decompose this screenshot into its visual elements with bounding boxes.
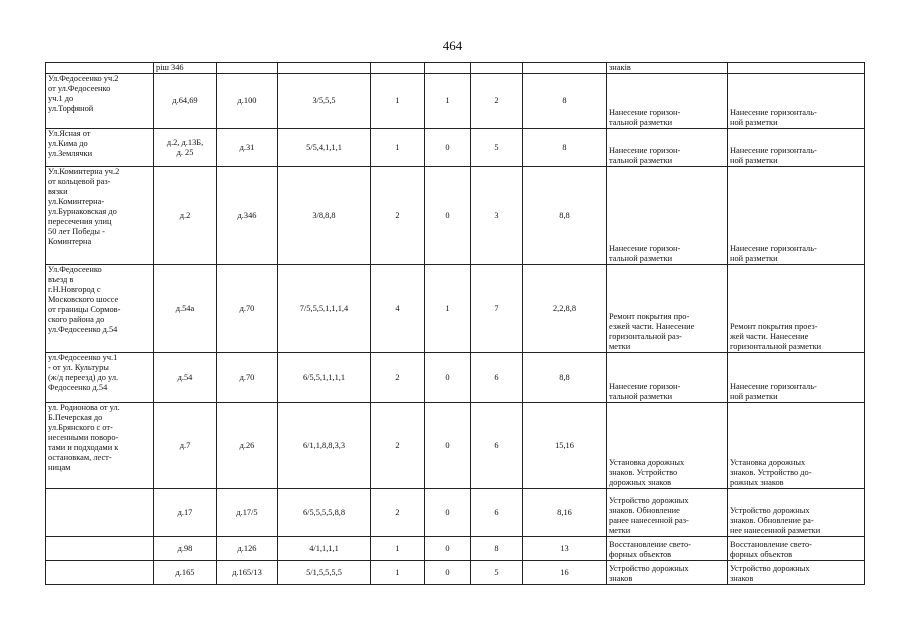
cell-count-2 bbox=[425, 561, 471, 585]
cell-sequence bbox=[278, 265, 371, 353]
cell-text: д.70 bbox=[239, 303, 255, 313]
cell-sequence bbox=[278, 537, 371, 561]
cell-start-house bbox=[154, 353, 217, 403]
cell-start-house bbox=[154, 167, 217, 265]
cell-count-1 bbox=[371, 167, 425, 265]
cell-text: Ул.Федосеенко уч.2 от ул.Федосеенко уч.1 до ул.Торфяной bbox=[48, 74, 119, 113]
cell-values bbox=[523, 63, 607, 74]
cell-count-1 bbox=[371, 353, 425, 403]
cell-count-3 bbox=[471, 129, 523, 167]
cell-count-2 bbox=[425, 167, 471, 265]
cell-values bbox=[523, 167, 607, 265]
cell-text: 16 bbox=[560, 567, 569, 577]
cell-street bbox=[46, 353, 154, 403]
cell-work-current bbox=[607, 167, 728, 265]
cell-sequence bbox=[278, 63, 371, 74]
cell-work-current bbox=[607, 353, 728, 403]
cell-text: Нанесение горизон- тальной разметки bbox=[609, 382, 681, 401]
cell-sequence bbox=[278, 129, 371, 167]
cell-count-1 bbox=[371, 74, 425, 129]
cell-text: 6/5,5,5,5,8,8 bbox=[302, 507, 346, 517]
cell-text: Ремонт покрытия про- езжей части. Нанесение горизонтальной раз- метки bbox=[609, 312, 695, 351]
cell-text: 0 bbox=[445, 567, 450, 577]
cell-end-house bbox=[217, 489, 278, 537]
cell-text: Устройство дорожных знаков bbox=[730, 564, 810, 583]
cell-text: Установка дорожных знаков. Устройство дорожных знаков bbox=[609, 458, 685, 487]
cell-work-current bbox=[607, 63, 728, 74]
cell-text: д.64,69 bbox=[172, 96, 198, 105]
cell-text: 7/5,5,5,1,1,1,4 bbox=[299, 303, 349, 313]
table-row bbox=[46, 167, 865, 265]
cell-text: 8 bbox=[562, 142, 567, 152]
cell-text: 0 bbox=[445, 372, 450, 382]
cell-work-planned bbox=[728, 537, 865, 561]
cell-text: 0 bbox=[445, 543, 450, 553]
cell-values bbox=[523, 265, 607, 353]
cell-text: 6 bbox=[494, 507, 499, 517]
cell-text: Нанесение горизон- тальной разметки bbox=[609, 108, 681, 127]
cell-text: д.2, д.13Б, д. 25 bbox=[166, 137, 204, 157]
cell-values bbox=[523, 489, 607, 537]
cell-street bbox=[46, 403, 154, 489]
cell-text: Нанесение горизонталь- ной разметки bbox=[730, 244, 817, 263]
cell-count-2 bbox=[425, 129, 471, 167]
cell-text: 3 bbox=[494, 210, 499, 220]
table-row bbox=[46, 129, 865, 167]
cell-street bbox=[46, 537, 154, 561]
road-works-table bbox=[45, 62, 865, 585]
cell-text: 8 bbox=[562, 96, 567, 105]
cell-count-3 bbox=[471, 353, 523, 403]
cell-text: д.2 bbox=[179, 210, 191, 220]
table-row bbox=[46, 489, 865, 537]
cell-work-current bbox=[607, 537, 728, 561]
table-row bbox=[46, 403, 865, 489]
cell-text: Устройство дорожных знаков bbox=[609, 564, 689, 583]
cell-work-planned bbox=[728, 353, 865, 403]
cell-text: д.31 bbox=[239, 142, 255, 152]
cell-text: 8,16 bbox=[557, 507, 572, 517]
cell-count-2 bbox=[425, 353, 471, 403]
cell-text: д.100 bbox=[237, 96, 257, 105]
cell-text: д.346 bbox=[237, 210, 257, 220]
cell-text: 6 bbox=[494, 440, 499, 450]
cell-text: 2 bbox=[395, 210, 400, 220]
cell-text: 7 bbox=[494, 303, 499, 313]
cell-text: 1 bbox=[395, 543, 400, 553]
cell-text: Нанесение горизон- тальной разметки bbox=[609, 146, 681, 165]
cell-text: д.54а bbox=[175, 303, 195, 313]
cell-text: 2,2,8,8 bbox=[552, 303, 577, 313]
cell-text: 6/1,1,8,8,3,3 bbox=[302, 440, 346, 450]
cell-text: 8,8 bbox=[559, 210, 570, 220]
cell-start-house bbox=[154, 489, 217, 537]
cell-text: Ул.Коминтерна уч.2 от кольцевой раз- вязки ул.Коминтерна- ул.Бурнаковская до пересечения улиц 50 лет Победы - Коминтерна bbox=[48, 167, 120, 246]
cell-count-2 bbox=[425, 265, 471, 353]
cell-text: 15,16 bbox=[555, 440, 574, 450]
cell-text: 8,8 bbox=[559, 372, 570, 382]
cell-text: Восстановление свето- форных объектов bbox=[730, 540, 812, 559]
table-row bbox=[46, 265, 865, 353]
cell-text: 3/5,5,5 bbox=[312, 96, 336, 105]
cell-text: 6 bbox=[494, 372, 499, 382]
cell-end-house bbox=[217, 353, 278, 403]
table-row bbox=[46, 74, 865, 129]
cell-text: ріш 346 bbox=[156, 63, 184, 72]
cell-text: 4/1,1,1,1 bbox=[309, 543, 339, 553]
cell-count-3 bbox=[471, 63, 523, 74]
cell-street bbox=[46, 129, 154, 167]
cell-end-house bbox=[217, 561, 278, 585]
cell-start-house bbox=[154, 403, 217, 489]
cell-text: д.165/13 bbox=[232, 567, 262, 577]
cell-text: д.126 bbox=[237, 543, 257, 553]
cell-text: 5/1,5,5,5,5 bbox=[306, 567, 342, 577]
cell-text: Устройство дорожных знаков. Обновление ра- нее нанесенной разметки bbox=[730, 506, 821, 535]
cell-count-1 bbox=[371, 403, 425, 489]
cell-text: Восстановление свето- форных объектов bbox=[609, 540, 691, 559]
cell-sequence bbox=[278, 403, 371, 489]
cell-text: Ул.Ясная от ул.Кима до ул.Землячки bbox=[48, 129, 93, 158]
cell-work-current bbox=[607, 129, 728, 167]
cell-end-house bbox=[217, 403, 278, 489]
cell-start-house bbox=[154, 129, 217, 167]
cell-count-1 bbox=[371, 537, 425, 561]
cell-text: д.7 bbox=[179, 440, 191, 450]
table-row bbox=[46, 353, 865, 403]
cell-text: 2 bbox=[395, 440, 400, 450]
cell-count-3 bbox=[471, 265, 523, 353]
cell-text: 1 bbox=[395, 96, 400, 105]
cell-work-planned bbox=[728, 561, 865, 585]
cell-work-planned bbox=[728, 403, 865, 489]
cell-count-1 bbox=[371, 63, 425, 74]
cell-sequence bbox=[278, 561, 371, 585]
cell-text: 0 bbox=[445, 507, 450, 517]
cell-count-2 bbox=[425, 74, 471, 129]
cell-sequence bbox=[278, 489, 371, 537]
cell-street bbox=[46, 74, 154, 129]
table-row bbox=[46, 63, 865, 74]
cell-count-3 bbox=[471, 167, 523, 265]
cell-text: ул.Федосеенко уч.1 - от ул. Культуры (ж/д переезд) до ул. Федосеенко д.54 bbox=[48, 353, 119, 392]
cell-values bbox=[523, 537, 607, 561]
cell-text: 1 bbox=[395, 567, 400, 577]
cell-end-house bbox=[217, 167, 278, 265]
cell-values bbox=[523, 74, 607, 129]
cell-street bbox=[46, 561, 154, 585]
cell-work-current bbox=[607, 561, 728, 585]
page-number: 464 bbox=[442, 38, 463, 53]
cell-count-3 bbox=[471, 74, 523, 129]
cell-text: 3/8,8,8 bbox=[312, 210, 336, 220]
cell-text: Устройство дорожных знаков. Обновление ранее нанесенной раз- метки bbox=[609, 496, 689, 535]
cell-text: ул. Родионова от ул. Б.Печерская до ул.Брянского с от- несенными поворо- тами и подходами к остановкам, лест- ницам bbox=[48, 403, 120, 472]
table-row bbox=[46, 561, 865, 585]
cell-values bbox=[523, 129, 607, 167]
cell-work-current bbox=[607, 403, 728, 489]
cell-text: Нанесение горизонталь- ной разметки bbox=[730, 108, 817, 127]
cell-text: Установка дорожных знаков. Устройство до- рожных знаков bbox=[730, 458, 812, 487]
cell-count-1 bbox=[371, 265, 425, 353]
cell-work-current bbox=[607, 74, 728, 129]
cell-text: 13 bbox=[560, 543, 569, 553]
cell-text: Ремонт покрытия проез- жей части. Нанесение горизонтальной разметки bbox=[730, 322, 822, 351]
cell-text: 2 bbox=[395, 507, 400, 517]
cell-count-1 bbox=[371, 489, 425, 537]
cell-end-house bbox=[217, 74, 278, 129]
cell-end-house bbox=[217, 265, 278, 353]
cell-end-house bbox=[217, 63, 278, 74]
cell-end-house bbox=[217, 129, 278, 167]
cell-text: 1 bbox=[445, 303, 450, 313]
cell-count-2 bbox=[425, 403, 471, 489]
cell-text: 8 bbox=[494, 543, 499, 553]
cell-text: д.70 bbox=[239, 372, 255, 382]
cell-text: 2 bbox=[395, 372, 400, 382]
cell-work-planned bbox=[728, 167, 865, 265]
cell-text: 0 bbox=[445, 210, 450, 220]
cell-work-planned bbox=[728, 129, 865, 167]
cell-text: 4 bbox=[395, 303, 400, 313]
cell-count-1 bbox=[371, 129, 425, 167]
cell-text: 5 bbox=[494, 142, 499, 152]
cell-text: 1 bbox=[445, 96, 450, 105]
cell-start-house bbox=[154, 561, 217, 585]
cell-text: знаків bbox=[609, 63, 631, 72]
cell-text: д.165 bbox=[175, 567, 195, 577]
cell-count-1 bbox=[371, 561, 425, 585]
cell-text: 6/5,5,1,1,1,1 bbox=[302, 372, 346, 382]
cell-count-3 bbox=[471, 403, 523, 489]
cell-text: 2 bbox=[494, 96, 499, 105]
cell-values bbox=[523, 403, 607, 489]
cell-street bbox=[46, 63, 154, 74]
cell-count-3 bbox=[471, 561, 523, 585]
cell-values bbox=[523, 561, 607, 585]
cell-text: д.17/5 bbox=[236, 507, 258, 517]
cell-text: Нанесение горизонталь- ной разметки bbox=[730, 382, 817, 401]
cell-text: 5/5,4,1,1,1 bbox=[306, 142, 342, 152]
cell-street bbox=[46, 167, 154, 265]
cell-count-2 bbox=[425, 537, 471, 561]
cell-values bbox=[523, 353, 607, 403]
cell-street bbox=[46, 265, 154, 353]
cell-count-2 bbox=[425, 489, 471, 537]
cell-text: 1 bbox=[395, 142, 400, 152]
cell-text: Нанесение горизонталь- ной разметки bbox=[730, 146, 817, 165]
cell-work-planned bbox=[728, 265, 865, 353]
cell-text: д.17 bbox=[177, 507, 193, 517]
cell-work-planned bbox=[728, 489, 865, 537]
cell-start-house bbox=[154, 63, 217, 74]
cell-text: д.54 bbox=[177, 372, 193, 382]
cell-work-current bbox=[607, 265, 728, 353]
cell-work-current bbox=[607, 489, 728, 537]
cell-text: Ул.Федосеенко въезд в г.Н.Новгород с Московского шоссе от границы Сормов- ского района до ул.Федосеенко д.54 bbox=[48, 265, 121, 334]
cell-work-planned bbox=[728, 63, 865, 74]
cell-start-house bbox=[154, 74, 217, 129]
cell-text: д.98 bbox=[177, 543, 193, 553]
cell-text: 0 bbox=[445, 440, 450, 450]
cell-work-planned bbox=[728, 74, 865, 129]
cell-text: Нанесение горизон- тальной разметки bbox=[609, 244, 681, 263]
cell-count-3 bbox=[471, 489, 523, 537]
cell-count-3 bbox=[471, 537, 523, 561]
cell-text: 5 bbox=[494, 567, 499, 577]
cell-sequence bbox=[278, 167, 371, 265]
cell-sequence bbox=[278, 74, 371, 129]
cell-end-house bbox=[217, 537, 278, 561]
cell-sequence bbox=[278, 353, 371, 403]
cell-text: д.26 bbox=[239, 440, 255, 450]
cell-count-2 bbox=[425, 63, 471, 74]
cell-text: 0 bbox=[445, 142, 450, 152]
cell-start-house bbox=[154, 537, 217, 561]
table-row bbox=[46, 537, 865, 561]
table-body bbox=[46, 63, 865, 585]
cell-street bbox=[46, 489, 154, 537]
cell-start-house bbox=[154, 265, 217, 353]
